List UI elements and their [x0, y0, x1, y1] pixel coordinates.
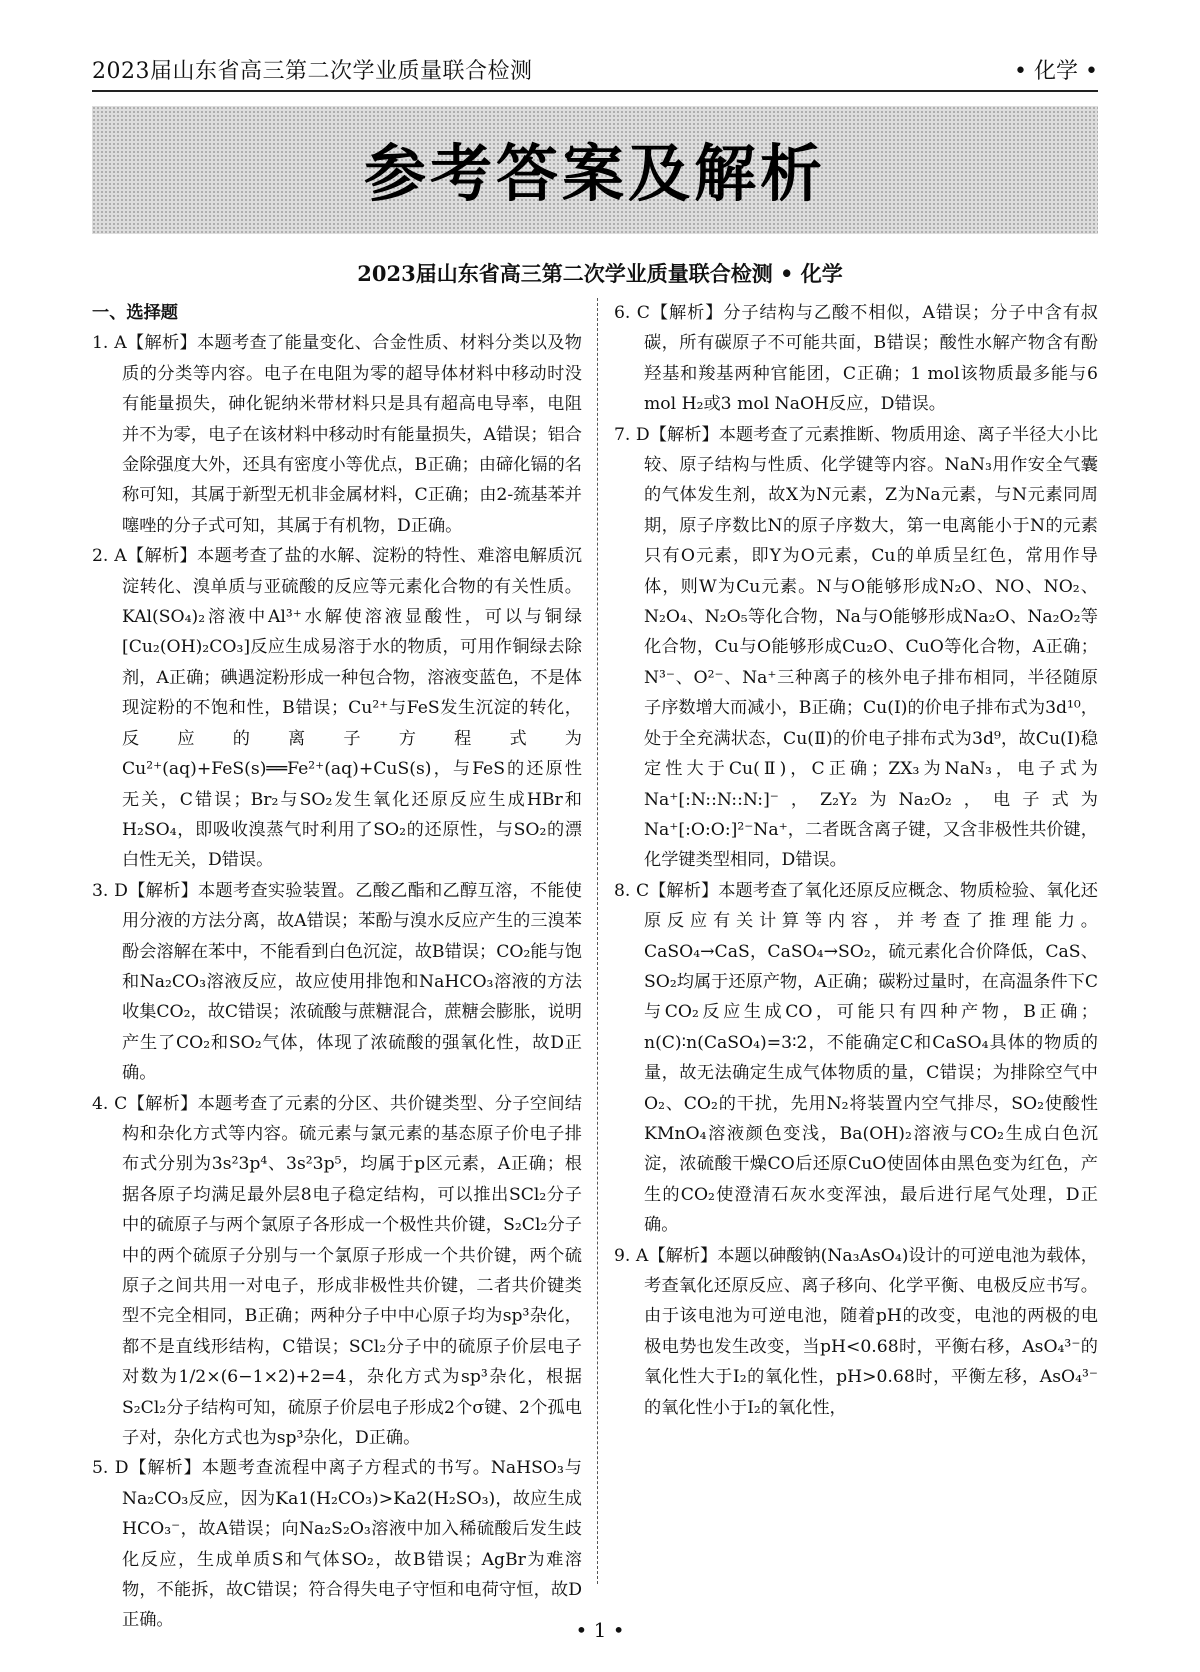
answer-item-7: 7. D【解析】本题考查了元素推断、物质用途、离子半径大小比较、原子结构与性质、化学键等内容。NaN₃用作安全气囊的气体发生剂，故X为N元素，Z为Na元素，与N元素同周期，原子序数比N的原子序数大，第一电离能小于N的元素只有O元素，即Y为O元素，Cu的单质呈红色，常用作导体，则W为Cu元素。N与O能够形成N₂O、NO、NO₂、N₂O₄、N₂O₅等化合物，Na与O能够形成Na₂O、Na₂O₂等化合物，Cu与O能够形成Cu₂O、CuO等化合物，A正确；N³⁻、O²⁻、Na⁺三种离子的核外电子排布相同，半径随原子序数增大而减小，B正确；Cu(Ⅰ)的价电子排布式为3d¹⁰，处于全充满状态，Cu(Ⅱ)的价电子排布式为3d⁹，故Cu(Ⅰ)稳定性大于Cu(Ⅱ)，C正确；ZX₃为NaN₃，电子式为Na⁺[:N::N::N:]⁻，Z₂Y₂为Na₂O₂，电子式为Na⁺[:O:O:]²⁻Na⁺，二者既含离子键，又含非极性共价键，化学键类型相同，D错误。: [614, 424, 1098, 871]
document-subtitle: 2023届山东省高三第二次学业质量联合检测 • 化学: [357, 261, 843, 286]
header-exam-title: 2023届山东省高三第二次学业质量联合检测: [92, 59, 533, 84]
section-heading: 一、选择题: [92, 303, 178, 323]
answer-item-1: 1. A【解析】本题考查了能量变化、合金性质、材料分类以及物质的分类等内容。电子在电阻为零的超导体材料中移动时没有能量损失，砷化铌纳米带材料只是具有超高电导率，电阻并不为零，电子在该材料中移动时有能量损失，A错误；铝合金除强度大外，还具有密度小等优点，B正确；由碲化镉的名称可知，其属于新型无机非金属材料，C正确；由2-巯基苯并噻唑的分子式可知，其属于有机物，D正确。: [92, 333, 582, 536]
column-divider: [597, 298, 598, 1584]
title-banner: [92, 106, 1098, 234]
answer-item-6: 6. C【解析】分子结构与乙酸不相似，A错误；分子中含有叔碳，所有碳原子不可能共面，B错误；酸性水解产物含有酚羟基和羧基两种官能团，C正确；1 mol该物质最多能与6 mol H₂或3 mol NaOH反应，D错误。: [614, 303, 1098, 415]
answer-item-9: 9. A【解析】本题以砷酸钠(Na₃AsO₄)设计的可逆电池为载体，考查氧化还原反应、离子移向、化学平衡、电极反应书写。由于该电池为可逆电池，随着pH的改变，电池的两极的电极电势也发生改变，当pH<0.68时，平衡右移，AsO₄³⁻的氧化性大于I₂的氧化性，pH>0.68时，平衡左移，AsO₄³⁻的氧化性小于I₂的氧化性，: [614, 1245, 1098, 1418]
answer-item-4: 4. C【解析】本题考查了元素的分区、共价键类型、分子空间结构和杂化方式等内容。硫元素与氯元素的基态原子价电子排布式分别为3s²3p⁴、3s²3p⁵，均属于p区元素，A正确；根据各原子均满足最外层8电子稳定结构，可以推出SCl₂分子中的硫原子与两个氯原子各形成一个极性共价键，S₂Cl₂分子中的两个硫原子分别与一个氯原子形成一个共价键，两个硫原子之间共用一对电子，形成非极性共价键，二者共价键类型不完全相同，B正确；两种分子中中心原子均为sp³杂化，都不是直线形结构，C错误；SCl₂分子中的硫原子价层电子对数为1/2×(6−1×2)+2=4，杂化方式为sp³杂化，根据S₂Cl₂分子结构可知，硫原子价层电子形成2个σ键、2个孤电子对，杂化方式也为sp³杂化，D正确。: [92, 1093, 582, 1449]
page-number: • 1 •: [575, 1618, 625, 1642]
answer-item-3: 3. D【解析】本题考查实验装置。乙酸乙酯和乙醇互溶，不能使用分液的方法分离，故A错误；苯酚与溴水反应产生的三溴苯酚会溶解在苯中，不能看到白色沉淀，故B错误；CO₂能与饱和Na₂CO₃溶液反应，故应使用排饱和NaHCO₃溶液的方法收集CO₂，故C错误；浓硫酸与蔗糖混合，蔗糖会膨胀，说明产生了CO₂和SO₂气体，体现了浓硫酸的强氧化性，故D正确。: [92, 880, 582, 1084]
header-subject: • 化学 •: [1014, 59, 1098, 84]
left-column: [92, 298, 582, 1636]
answer-item-8: 8. C【解析】本题考查了氧化还原反应概念、物质检验、氧化还原反应有关计算等内容，并考查了推理能力。CaSO₄→CaS，CaSO₄→SO₂，硫元素化合价降低，CaS、SO₂均属于还原产物，A正确；碳粉过量时，在高温条件下C与CO₂反应生成CO，可能只有四种产物，B正确；n(C)∶n(CaSO₄)=3∶2，不能确定C和CaSO₄具体的物质的量，故无法确定生成气体物质的量，C错误；为排除空气中O₂、CO₂的干扰，先用N₂将装置内空气排尽，SO₂使酸性KMnO₄溶液颜色变浅，Ba(OH)₂溶液与CO₂生成白色沉淀，浓硫酸干燥CO后还原CuO使固体由黑色变为红色，产生的CO₂使澄清石灰水变浑浊，最后进行尾气处理，D正确。: [614, 880, 1098, 1236]
answer-item-5: 5. D【解析】本题考查流程中离子方程式的书写。NaHSO₃与Na₂CO₃反应，因为Ka1(H₂CO₃)>Ka2(H₂SO₃)，故应生成HCO₃⁻，故A错误；向Na₂S₂O₃溶液中加入稀硫酸后发生歧化反应，生成单质S和气体SO₂，故B错误；AgBr为难溶物，不能拆，故C错误；符合得失电子守恒和电荷守恒，故D正确。: [92, 1458, 582, 1631]
right-column: [614, 298, 1098, 1423]
answer-item-2: 2. A【解析】本题考查了盐的水解、淀粉的特性、难溶电解质沉淀转化、溴单质与亚硫酸的反应等元素化合物的有关性质。KAl(SO₄)₂溶液中Al³⁺水解使溶液显酸性，可以与铜绿[Cu₂(OH)₂CO₃]反应生成易溶于水的物质，可用作铜绿去除剂，A正确；碘遇淀粉形成一种包合物，溶液变蓝色，不是体现淀粉的不饱和性，B错误；Cu²⁺与FeS发生沉淀的转化，反应的离子方程式为Cu²⁺(aq)+FeS(s)══Fe²⁺(aq)+CuS(s)，与FeS的还原性无关，C错误；Br₂与SO₂发生氧化还原反应生成HBr和H₂SO₄，即吸收溴蒸气时利用了SO₂的还原性，与SO₂的漂白性无关，D错误。: [92, 546, 582, 871]
page-header: [92, 52, 1098, 92]
banner-title: 参考答案及解析: [363, 137, 826, 210]
